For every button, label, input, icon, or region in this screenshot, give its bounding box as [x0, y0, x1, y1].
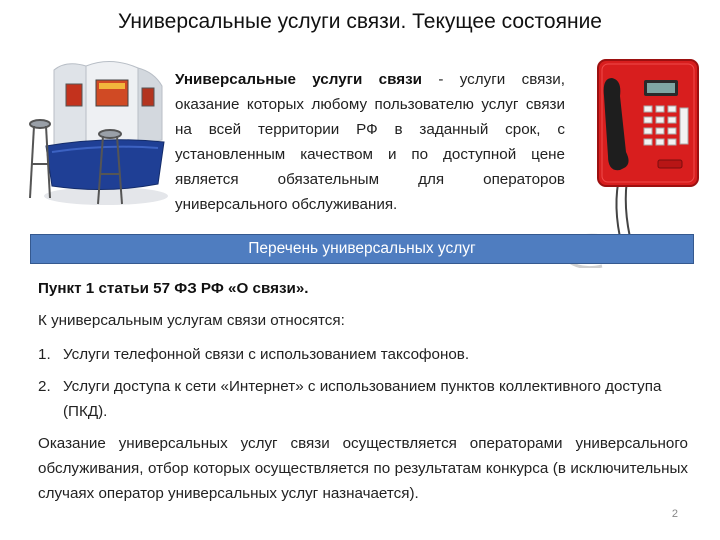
law-reference: Пункт 1 статьи 57 ФЗ РФ «О связи». — [38, 280, 309, 297]
internet-kiosk-icon — [26, 56, 172, 208]
list-intro: К универсальным услугам связи относятся: — [38, 312, 345, 329]
conclusion-paragraph: Оказание универсальных услуг связи осуществляется операторами универсального обслуживания, отбор которых осуществляется по результатам конкурса (в исключительных случаях оператор универсальных услуг назначается). — [38, 435, 688, 502]
list-item — [38, 374, 688, 424]
list-item — [38, 342, 688, 367]
section-banner: Перечень универсальных услуг — [30, 234, 694, 264]
definition-term: Универсальные услуги связи — [175, 71, 422, 88]
list-item-text: Услуги доступа к сети «Интернет» с использованием пунктов коллективного доступа (ПКД). — [63, 378, 662, 420]
content-block — [38, 278, 688, 517]
list-item-text: Услуги телефонной связи с использованием таксофонов. — [63, 346, 470, 363]
slide-title: Универсальные услуги связи. Текущее состояние — [118, 10, 602, 33]
definition-paragraph — [175, 67, 565, 217]
page-number: 2 — [671, 508, 678, 520]
list-item-number: 2. — [38, 378, 51, 395]
list-item-number: 1. — [38, 346, 51, 363]
definition-text: - услуги связи, оказание которых любому пользователю услуг связи на всей территории РФ в заданный срок, с установленным качеством и по доступной цене является обязательным для операторов универсального обслуживания. — [175, 71, 565, 213]
